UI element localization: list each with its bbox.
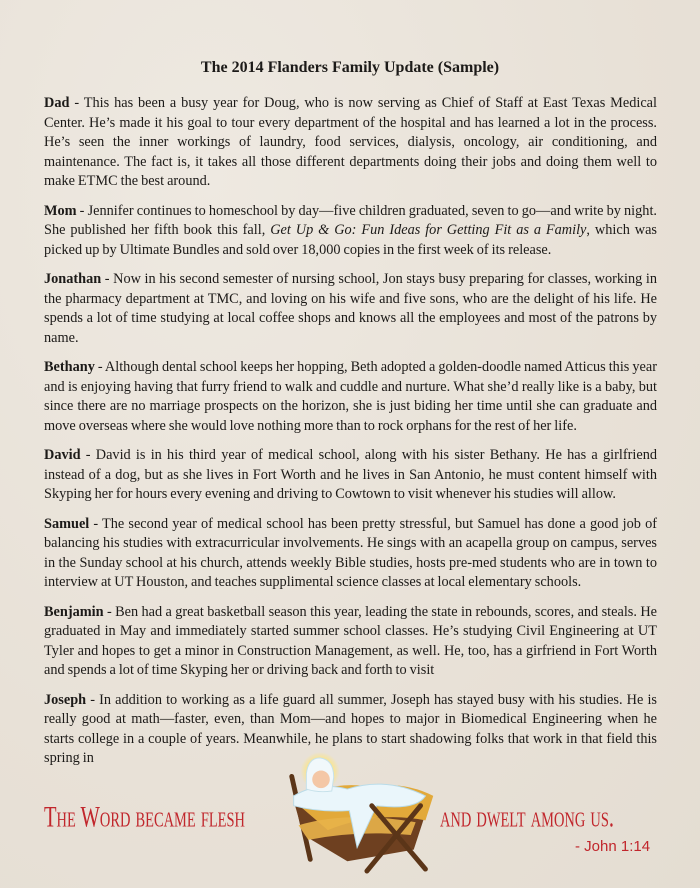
page-title: The 2014 Flanders Family Update (Sample) xyxy=(200,59,500,76)
paragraph-david xyxy=(44,446,657,505)
paragraph-text: - Ben had a great basketball season this year, leading the state in rebounds, scores, and steals. He graduated in May and immediately started summer school classes. He’s studying Civil Engineering at UT Tyler and hopes to get a minor in Construction Management, as well. He, too, has a girfriend in Fort Worth and spends a lot of time Skyping her or driving back and forth to visit xyxy=(44,603,657,678)
banner-text-left: The Word became flesh xyxy=(44,800,245,833)
paragraph-bethany xyxy=(44,358,657,436)
paragraph-text: - Although dental school keeps her hopping, Beth adopted a golden-doodle named Atticus this year and is enjoying having that furry friend to walk and cuddle and nurture. What she’d really like is a baby, but since there are no marriage prospects on the horizon, she is just biding her time until she can graduate and move overseas where she would love nothing more than to rock orphans for the rest of her life. xyxy=(44,359,657,434)
paragraph-text: - Now in his second semester of nursing school, Jon stays busy preparing for classes, working in the pharmacy department at TMC, and loving on his wife and five sons, who are the delight of his life. He spends a lot of time studying at local coffee shops and knows all the employees and most of the patrons by name. xyxy=(44,271,657,346)
paragraph-text-after: , which was picked up by Ultimate Bundles and sold over 18,000 copies in the first week of its release. xyxy=(44,222,657,258)
book-title: Get Up & Go: Fun Ideas for Getting Fit as a Family xyxy=(270,222,587,238)
paragraph-text: - In addition to working as a life guard all summer, Joseph has stayed busy with his studies. He is really good at math—faster, even, than Mom—and hopes to major in Biomedical Engineering when he starts college in a couple of years. Meanwhile, he plans to start shadowing folks that work in that field this spring in xyxy=(44,691,657,766)
letter-body xyxy=(44,94,657,769)
paragraph-name: Bethany xyxy=(44,359,95,375)
paragraph-samuel xyxy=(44,515,657,593)
paragraph-name: Benjamin xyxy=(44,603,104,620)
paragraph-name: Samuel xyxy=(44,515,90,532)
manger-illustration xyxy=(288,752,436,874)
paragraph-benjamin xyxy=(44,603,657,681)
paragraph-text: - David is in his third year of medical school, along with his sister Bethany. He has a girlfriend instead of a dog, but as she lives in Fort Worth and he lives in San Antonio, he must content himself with Skyping her for hours every evening and driving to Cowtown to visit whenever his studies will allow. xyxy=(44,447,657,502)
banner-text-right: and dwelt among us. xyxy=(440,800,615,833)
paragraph-text: - The second year of medical school has been pretty stressful, but Samuel has done a good job of balancing his studies with extracurricular involvements. He sings with an acapella group on campus, serves in the Sunday school at his church, attends weekly Bible studies, hosts pre-med students who are in town to interview at UT Houston, and teaches supplimental science classes at local elementary schools. xyxy=(44,515,657,590)
paragraph-name: Mom xyxy=(44,202,77,219)
baby-face-icon xyxy=(312,771,330,789)
paragraph-name: Dad xyxy=(44,95,70,111)
paragraph-text: - This has been a busy year for Doug, who is now serving as Chief of Staff at East Texas Medical Center. He’s made it his goal to tour every department of the hospital and has learned a lot in the process. He’s seen the inner workings of laundry, food services, dialysis, oncology, air conditioning, and maintenance. The fact is, it takes all those different departments doing their jobs and doing them well to make ETMC the best around. xyxy=(44,95,657,189)
paragraph-jonathan xyxy=(44,270,657,348)
paragraph-text: - Jennifer continues to homeschool by day—five children graduated, seven to go—and write by night. She published her fifth book this fall, xyxy=(44,202,657,238)
paragraph-name: Jonathan xyxy=(44,271,102,287)
paragraph-name: David xyxy=(44,447,81,463)
paragraph-dad xyxy=(44,94,657,192)
verse-reference: - John 1:14 xyxy=(575,838,651,855)
paragraph-mom xyxy=(44,202,657,261)
paragraph-name: Joseph xyxy=(44,691,87,708)
